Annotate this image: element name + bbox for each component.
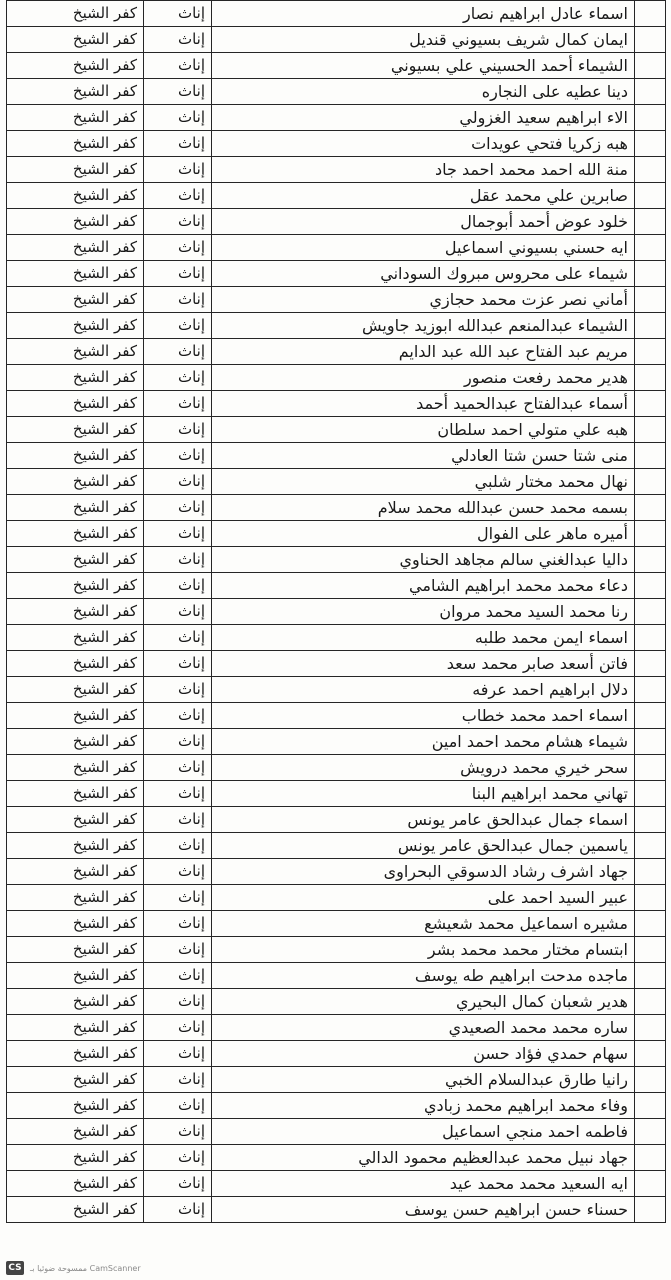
gender-cell: إناث (144, 261, 212, 287)
empty-cell (635, 729, 666, 755)
empty-cell (635, 79, 666, 105)
table-row (7, 599, 666, 625)
name-cell: منى شتا حسن شتا العادلي (212, 443, 635, 469)
table-row (7, 79, 666, 105)
gender-cell: إناث (144, 131, 212, 157)
table-row (7, 443, 666, 469)
table-row (7, 1119, 666, 1145)
name-cell: مشيره اسماعيل محمد شعيشع (212, 911, 635, 937)
table-row (7, 235, 666, 261)
city-cell: كفر الشيخ (7, 339, 144, 365)
table-row (7, 261, 666, 287)
city-cell: كفر الشيخ (7, 859, 144, 885)
table-row (7, 547, 666, 573)
city-cell: كفر الشيخ (7, 833, 144, 859)
table-row (7, 521, 666, 547)
gender-cell: إناث (144, 1067, 212, 1093)
table-row (7, 1093, 666, 1119)
gender-cell: إناث (144, 183, 212, 209)
city-cell: كفر الشيخ (7, 599, 144, 625)
name-cell: رانيا طارق عبدالسلام الخبي (212, 1067, 635, 1093)
city-cell: كفر الشيخ (7, 807, 144, 833)
city-cell: كفر الشيخ (7, 1119, 144, 1145)
gender-cell: إناث (144, 235, 212, 261)
name-cell: ايه حسني بسيوني اسماعيل (212, 235, 635, 261)
name-cell: جهاد اشرف رشاد الدسوقي البحراوى (212, 859, 635, 885)
gender-cell: إناث (144, 339, 212, 365)
empty-cell (635, 339, 666, 365)
name-cell: ايه السعيد محمد محمد عيد (212, 1171, 635, 1197)
city-cell: كفر الشيخ (7, 1093, 144, 1119)
empty-cell (635, 443, 666, 469)
city-cell: كفر الشيخ (7, 1145, 144, 1171)
table-row (7, 1067, 666, 1093)
city-cell: كفر الشيخ (7, 573, 144, 599)
gender-cell: إناث (144, 677, 212, 703)
gender-cell: إناث (144, 1, 212, 27)
table-row (7, 183, 666, 209)
empty-cell (635, 235, 666, 261)
city-cell: كفر الشيخ (7, 651, 144, 677)
gender-cell: إناث (144, 417, 212, 443)
roster-table (6, 0, 666, 1223)
gender-cell: إناث (144, 1041, 212, 1067)
gender-cell: إناث (144, 1119, 212, 1145)
name-cell: هبه علي متولي احمد سلطان (212, 417, 635, 443)
table-row (7, 313, 666, 339)
gender-cell: إناث (144, 521, 212, 547)
name-cell: الشيماء أحمد الحسيني علي بسيوني (212, 53, 635, 79)
table-row (7, 53, 666, 79)
gender-cell: إناث (144, 599, 212, 625)
name-cell: سهام حمدي فؤاد حسن (212, 1041, 635, 1067)
city-cell: كفر الشيخ (7, 989, 144, 1015)
table-row (7, 755, 666, 781)
empty-cell (635, 703, 666, 729)
city-cell: كفر الشيخ (7, 365, 144, 391)
empty-cell (635, 677, 666, 703)
empty-cell (635, 755, 666, 781)
gender-cell: إناث (144, 313, 212, 339)
gender-cell: إناث (144, 833, 212, 859)
empty-cell (635, 1093, 666, 1119)
city-cell: كفر الشيخ (7, 625, 144, 651)
name-cell: جهاد نبيل محمد عبدالعظيم محمود الدالي (212, 1145, 635, 1171)
table-row (7, 495, 666, 521)
city-cell: كفر الشيخ (7, 703, 144, 729)
gender-cell: إناث (144, 547, 212, 573)
roster-body (7, 1, 666, 1223)
table-row (7, 859, 666, 885)
city-cell: كفر الشيخ (7, 1197, 144, 1223)
city-cell: كفر الشيخ (7, 677, 144, 703)
gender-cell: إناث (144, 1145, 212, 1171)
table-row (7, 989, 666, 1015)
gender-cell: إناث (144, 1015, 212, 1041)
name-cell: دينا عطيه على النجاره (212, 79, 635, 105)
table-row (7, 391, 666, 417)
city-cell: كفر الشيخ (7, 1, 144, 27)
empty-cell (635, 105, 666, 131)
table-row (7, 885, 666, 911)
name-cell: منة الله احمد محمد احمد جاد (212, 157, 635, 183)
table-row (7, 27, 666, 53)
city-cell: كفر الشيخ (7, 469, 144, 495)
name-cell: اسماء عادل ابراهيم نصار (212, 1, 635, 27)
empty-cell (635, 1171, 666, 1197)
empty-cell (635, 391, 666, 417)
name-cell: ماجده مدحت ابراهيم طه يوسف (212, 963, 635, 989)
empty-cell (635, 573, 666, 599)
gender-cell: إناث (144, 573, 212, 599)
empty-cell (635, 625, 666, 651)
table-row (7, 833, 666, 859)
empty-cell (635, 365, 666, 391)
city-cell: كفر الشيخ (7, 313, 144, 339)
gender-cell: إناث (144, 651, 212, 677)
table-row (7, 937, 666, 963)
scanner-footer (6, 1258, 141, 1278)
empty-cell (635, 599, 666, 625)
name-cell: رنا محمد السيد محمد مروان (212, 599, 635, 625)
city-cell: كفر الشيخ (7, 287, 144, 313)
gender-cell: إناث (144, 391, 212, 417)
empty-cell (635, 521, 666, 547)
empty-cell (635, 209, 666, 235)
city-cell: كفر الشيخ (7, 79, 144, 105)
empty-cell (635, 781, 666, 807)
table-row (7, 703, 666, 729)
name-cell: هبه زكريا فتحي عويدات (212, 131, 635, 157)
gender-cell: إناث (144, 1093, 212, 1119)
empty-cell (635, 807, 666, 833)
city-cell: كفر الشيخ (7, 1041, 144, 1067)
name-cell: وفاء محمد ابراهيم محمد زبادي (212, 1093, 635, 1119)
name-cell: مريم عبد الفتاح عبد الله عبد الدايم (212, 339, 635, 365)
gender-cell: إناث (144, 703, 212, 729)
city-cell: كفر الشيخ (7, 937, 144, 963)
name-cell: عبير السيد احمد على (212, 885, 635, 911)
empty-cell (635, 261, 666, 287)
table-row (7, 651, 666, 677)
name-cell: أميره ماهر على الفوال (212, 521, 635, 547)
name-cell: شيماء هشام محمد احمد امين (212, 729, 635, 755)
empty-cell (635, 1197, 666, 1223)
gender-cell: إناث (144, 781, 212, 807)
empty-cell (635, 27, 666, 53)
city-cell: كفر الشيخ (7, 495, 144, 521)
gender-cell: إناث (144, 729, 212, 755)
gender-cell: إناث (144, 859, 212, 885)
city-cell: كفر الشيخ (7, 885, 144, 911)
name-cell: فاطمه احمد منجي اسماعيل (212, 1119, 635, 1145)
city-cell: كفر الشيخ (7, 443, 144, 469)
name-cell: الاء ابراهيم سعيد الغزولي (212, 105, 635, 131)
empty-cell (635, 937, 666, 963)
table-row (7, 781, 666, 807)
name-cell: ابتسام مختار محمد محمد بشر (212, 937, 635, 963)
empty-cell (635, 417, 666, 443)
gender-cell: إناث (144, 157, 212, 183)
empty-cell (635, 157, 666, 183)
gender-cell: إناث (144, 625, 212, 651)
name-cell: اسماء جمال عبدالحق عامر يونس (212, 807, 635, 833)
camscanner-logo: CS (6, 1261, 24, 1275)
table-row (7, 1171, 666, 1197)
empty-cell (635, 833, 666, 859)
name-cell: تهاني محمد ابراهيم البنا (212, 781, 635, 807)
gender-cell: إناث (144, 79, 212, 105)
name-cell: ياسمين جمال عبدالحق عامر يونس (212, 833, 635, 859)
name-cell: هدير محمد رفعت منصور (212, 365, 635, 391)
table-row (7, 1015, 666, 1041)
table-row (7, 573, 666, 599)
table-row (7, 157, 666, 183)
table-row (7, 807, 666, 833)
empty-cell (635, 313, 666, 339)
city-cell: كفر الشيخ (7, 209, 144, 235)
city-cell: كفر الشيخ (7, 729, 144, 755)
city-cell: كفر الشيخ (7, 53, 144, 79)
table-row (7, 365, 666, 391)
city-cell: كفر الشيخ (7, 27, 144, 53)
city-cell: كفر الشيخ (7, 781, 144, 807)
name-cell: هدير شعبان كمال البحيري (212, 989, 635, 1015)
name-cell: دلال ابراهيم احمد عرفه (212, 677, 635, 703)
gender-cell: إناث (144, 365, 212, 391)
name-cell: أسماء عبدالفتاح عبدالحميد أحمد (212, 391, 635, 417)
name-cell: فاتن أسعد صابر محمد سعد (212, 651, 635, 677)
empty-cell (635, 963, 666, 989)
name-cell: الشيماء عبدالمنعم عبدالله ابوزيد جاويش (212, 313, 635, 339)
name-cell: شيماء على محروس مبروك السوداني (212, 261, 635, 287)
city-cell: كفر الشيخ (7, 131, 144, 157)
city-cell: كفر الشيخ (7, 391, 144, 417)
gender-cell: إناث (144, 911, 212, 937)
gender-cell: إناث (144, 287, 212, 313)
gender-cell: إناث (144, 27, 212, 53)
table-row (7, 677, 666, 703)
table-row (7, 1, 666, 27)
empty-cell (635, 495, 666, 521)
empty-cell (635, 183, 666, 209)
empty-cell (635, 859, 666, 885)
gender-cell: إناث (144, 443, 212, 469)
table-row (7, 911, 666, 937)
table-row (7, 963, 666, 989)
city-cell: كفر الشيخ (7, 547, 144, 573)
gender-cell: إناث (144, 105, 212, 131)
gender-cell: إناث (144, 209, 212, 235)
city-cell: كفر الشيخ (7, 261, 144, 287)
name-cell: دعاء محمد محمد ابراهيم الشامي (212, 573, 635, 599)
table-row (7, 287, 666, 313)
gender-cell: إناث (144, 755, 212, 781)
empty-cell (635, 1119, 666, 1145)
name-cell: اسماء ايمن محمد طلبه (212, 625, 635, 651)
table-row (7, 105, 666, 131)
table-row (7, 1145, 666, 1171)
name-cell: سحر خيري محمد درويش (212, 755, 635, 781)
empty-cell (635, 911, 666, 937)
empty-cell (635, 287, 666, 313)
gender-cell: إناث (144, 53, 212, 79)
table-row (7, 339, 666, 365)
empty-cell (635, 547, 666, 573)
table-row (7, 625, 666, 651)
gender-cell: إناث (144, 885, 212, 911)
city-cell: كفر الشيخ (7, 235, 144, 261)
city-cell: كفر الشيخ (7, 1171, 144, 1197)
city-cell: كفر الشيخ (7, 911, 144, 937)
empty-cell (635, 469, 666, 495)
empty-cell (635, 53, 666, 79)
city-cell: كفر الشيخ (7, 1067, 144, 1093)
gender-cell: إناث (144, 495, 212, 521)
city-cell: كفر الشيخ (7, 521, 144, 547)
city-cell: كفر الشيخ (7, 1015, 144, 1041)
empty-cell (635, 1067, 666, 1093)
city-cell: كفر الشيخ (7, 755, 144, 781)
table-row (7, 417, 666, 443)
table-row (7, 209, 666, 235)
gender-cell: إناث (144, 1197, 212, 1223)
name-cell: أماني نصر عزت محمد حجازي (212, 287, 635, 313)
name-cell: اسماء احمد محمد خطاب (212, 703, 635, 729)
city-cell: كفر الشيخ (7, 963, 144, 989)
name-cell: بسمه محمد حسن عبدالله محمد سلام (212, 495, 635, 521)
city-cell: كفر الشيخ (7, 417, 144, 443)
empty-cell (635, 1, 666, 27)
gender-cell: إناث (144, 937, 212, 963)
table-row (7, 469, 666, 495)
scanner-caption: ممسوحة ضوئيا بـ CamScanner (30, 1263, 141, 1273)
city-cell: كفر الشيخ (7, 183, 144, 209)
table-row (7, 131, 666, 157)
name-cell: داليا عبدالغني سالم مجاهد الحناوي (212, 547, 635, 573)
empty-cell (635, 885, 666, 911)
name-cell: خلود عوض أحمد أبوجمال (212, 209, 635, 235)
empty-cell (635, 1041, 666, 1067)
empty-cell (635, 1145, 666, 1171)
table-row (7, 729, 666, 755)
city-cell: كفر الشيخ (7, 105, 144, 131)
empty-cell (635, 1015, 666, 1041)
gender-cell: إناث (144, 469, 212, 495)
name-cell: ايمان كمال شريف بسيوني قنديل (212, 27, 635, 53)
gender-cell: إناث (144, 1171, 212, 1197)
gender-cell: إناث (144, 989, 212, 1015)
gender-cell: إناث (144, 963, 212, 989)
name-cell: حسناء حسن ابراهيم حسن يوسف (212, 1197, 635, 1223)
gender-cell: إناث (144, 807, 212, 833)
name-cell: ساره محمد محمد الصعيدي (212, 1015, 635, 1041)
city-cell: كفر الشيخ (7, 157, 144, 183)
table-row (7, 1041, 666, 1067)
empty-cell (635, 651, 666, 677)
table-row (7, 1197, 666, 1223)
empty-cell (635, 131, 666, 157)
name-cell: صابرين علي محمد عقل (212, 183, 635, 209)
name-cell: نهال محمد مختار شلبي (212, 469, 635, 495)
empty-cell (635, 989, 666, 1015)
